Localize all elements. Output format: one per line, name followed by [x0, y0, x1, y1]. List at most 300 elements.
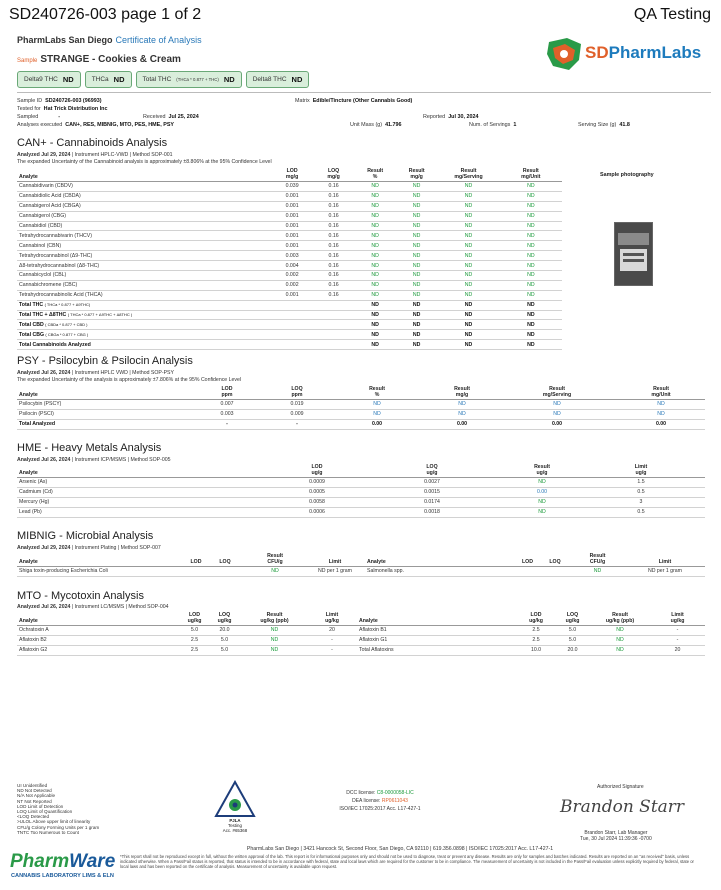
- info-value: Jul 30, 2024: [448, 114, 479, 120]
- info-unit-mass: [350, 122, 402, 128]
- column-header: Result CFU/g: [570, 553, 625, 567]
- table-cell: ND: [507, 497, 577, 507]
- table-cell: 3: [577, 497, 705, 507]
- column-header: Limit ug/g: [577, 464, 705, 478]
- table-row: [17, 626, 705, 636]
- badge-label: Total THC: [142, 76, 172, 83]
- total-row: [17, 320, 562, 330]
- table-cell: ND: [437, 280, 499, 290]
- table-cell: ND: [437, 221, 499, 231]
- table-row: [17, 645, 705, 655]
- table-row: [17, 221, 562, 231]
- column-header: LOD ug/g: [277, 464, 357, 478]
- table-cell: Tetrahydrocannabinolic Acid (THCA): [17, 290, 271, 300]
- column-header: Result mg/Unit: [617, 386, 705, 400]
- badge-label: Delta9 THC: [24, 76, 58, 83]
- table-cell: [271, 320, 313, 330]
- column-header: LOD: [515, 553, 540, 567]
- badge-value: ND: [113, 75, 125, 84]
- table-cell: Cannabicyclol (CBL): [17, 271, 271, 281]
- table-cell: [205, 567, 245, 577]
- table-cell: Cannabidivarin (CBDV): [17, 182, 271, 192]
- table-cell: [271, 310, 313, 320]
- table-cell: ND: [437, 300, 499, 310]
- table-cell: 20: [650, 645, 705, 655]
- info-value: 1: [513, 122, 517, 128]
- table-cell: 0.0018: [357, 507, 507, 517]
- hme-meta: Analyzed Jul 26, 2024 | Instrument ICP/MSMS | Method SOP-005: [17, 457, 171, 463]
- table-cell: ND: [354, 231, 396, 241]
- table-row: [17, 261, 562, 271]
- table-cell: ND: [570, 567, 625, 577]
- table-cell: ND: [437, 310, 499, 320]
- info-label: Analyses executed: [17, 122, 63, 128]
- psy-table: [17, 386, 705, 430]
- table-cell: 0.009: [267, 409, 327, 419]
- meta-method: Method SOP-007: [120, 545, 161, 551]
- table-cell: ND: [242, 635, 307, 645]
- table-cell: ND: [507, 478, 577, 488]
- total-row: [17, 330, 562, 340]
- disclaimer: *This report shall not be reproduced except in full, without the written approval of the lab. This report is for informational purposes only and should not be used to diagnose, treat or prevent any disease. Results are only for samples and batches indicated. Results are reported on an "as received" basis, unless indicated otherwise. When a Pass/Fail status is reported, that status is intended to be in accordance with federal, state and local laws which are required for the customer to be in compliance. The measurement of uncertainty is not included in the Pass/Fail evaluation unless explicitly required by federal, state or local laws and has been reported on the certificate of analysis. Measurement of uncertainty is available upon request.: [120, 854, 694, 869]
- lab-name: [17, 35, 202, 45]
- table-cell: ND: [617, 400, 705, 410]
- iso-accreditation: ISO/IEC 17025:2017 Acc. L17-427-1: [339, 806, 421, 812]
- column-header: Limit ug/kg: [650, 612, 705, 626]
- table-row: [17, 280, 562, 290]
- table-cell: ND: [242, 645, 307, 655]
- table-cell: ND: [500, 201, 562, 211]
- pharmware-logo-b: Ware: [69, 851, 116, 872]
- info-label: Matrix: [295, 98, 310, 104]
- table-cell: ND: [617, 409, 705, 419]
- sample-photo: [614, 222, 653, 286]
- table-cell: 20.0: [207, 626, 242, 636]
- column-header: LOD ppm: [187, 386, 267, 400]
- table-cell: ND: [396, 211, 438, 221]
- abbreviation-legend: [17, 783, 99, 835]
- table-cell: 0.16: [313, 221, 355, 231]
- table-cell: ND: [354, 280, 396, 290]
- info-label: Num. of Servings: [469, 122, 511, 128]
- table-cell: 0.00: [617, 419, 705, 429]
- table-cell: Salmonella spp.: [365, 567, 515, 577]
- table-row: [17, 409, 705, 419]
- table-cell: Tetrahydrocannabivarin (THCV): [17, 231, 271, 241]
- legend-item: CFU/g Colony Forming Units per 1 gram: [17, 824, 100, 830]
- column-header: Result %: [354, 168, 396, 182]
- table-cell: ND: [437, 241, 499, 251]
- table-cell: ND: [354, 251, 396, 261]
- pharmware-logo-a: Pharm: [10, 851, 70, 872]
- table-row: [17, 507, 705, 517]
- table-cell: ND: [500, 290, 562, 300]
- info-matrix: [295, 98, 412, 104]
- info-value: 41.796: [385, 122, 402, 128]
- table-cell: 20: [307, 626, 357, 636]
- pjla-accreditation-number: Acc. #65368: [222, 828, 248, 833]
- column-header: Analyte: [17, 386, 187, 400]
- table-cell: -: [267, 419, 327, 429]
- total-analyte: Total Cannabinoids Analyzed: [17, 340, 271, 350]
- logo-wordmark: [585, 43, 701, 63]
- table-cell: ND: [354, 261, 396, 271]
- meta-analyzed: Analyzed Jul 26, 2024: [17, 370, 71, 376]
- badge-label: THCa: [91, 76, 109, 83]
- meta-instrument: Instrument Plating: [74, 545, 117, 551]
- table-cell: -: [187, 419, 267, 429]
- table-cell: 0.16: [313, 261, 355, 271]
- license-block: [300, 789, 460, 813]
- psy-title: PSY - Psilocybin & Psilocin Analysis: [17, 355, 193, 367]
- table-cell: 0.001: [271, 221, 313, 231]
- badge-label: Delta8 THC: [252, 76, 287, 83]
- table-cell: ND: [437, 182, 499, 192]
- table-cell: 0.003: [187, 409, 267, 419]
- table-cell: ND: [437, 251, 499, 261]
- table-cell: 0.0027: [357, 478, 507, 488]
- table-row: [17, 211, 562, 221]
- info-value: SD240726-003 (96993): [45, 98, 102, 104]
- table-cell: ND: [497, 400, 617, 410]
- table-cell: 0.001: [271, 211, 313, 221]
- meta-instrument: Instrument LC/MSMS: [74, 604, 125, 610]
- table-cell: Total Aflatoxins: [357, 645, 517, 655]
- table-cell: 0.001: [271, 231, 313, 241]
- table-cell: ND: [396, 340, 438, 350]
- info-label: Tested for: [17, 106, 41, 112]
- table-cell: ND: [507, 507, 577, 517]
- total-analyte: Total THC ( THCa * 0.877 + Δ9THC): [17, 300, 271, 310]
- table-cell: ND: [354, 271, 396, 281]
- table-header: [17, 464, 705, 478]
- table-cell: Ochratoxin A: [17, 626, 182, 636]
- table-cell: ND: [354, 191, 396, 201]
- info-value: Edible/Tincture (Other Cannabis Good): [312, 98, 413, 104]
- logo-sd: SD: [585, 43, 609, 62]
- table-cell: 10.0: [517, 645, 555, 655]
- table-cell: 0.007: [187, 400, 267, 410]
- dea-license: [300, 797, 460, 805]
- total-row: [17, 310, 562, 320]
- table-cell: ND: [427, 400, 497, 410]
- signer: [580, 830, 652, 842]
- table-cell: [313, 340, 355, 350]
- table-cell: ND: [590, 626, 650, 636]
- table-row: [17, 201, 562, 211]
- table-cell: Arsenic (As): [17, 478, 277, 488]
- table-cell: -: [650, 635, 705, 645]
- table-cell: ND per 1 gram: [305, 567, 365, 577]
- table-cell: ND: [500, 241, 562, 251]
- table-cell: ND: [500, 182, 562, 192]
- column-header: LOQ: [205, 553, 245, 567]
- report-id: SD240726-003 page 1 of 2: [9, 6, 202, 23]
- table-cell: 0.002: [271, 271, 313, 281]
- info-servings: [469, 122, 516, 128]
- psy-meta: Analyzed Jul 26, 2024 | Instrument HPLC VWD | Method SOP-PSY: [17, 370, 174, 376]
- table-cell: 0.5: [577, 487, 705, 497]
- table-cell: Cannabidiol (CBD): [17, 221, 271, 231]
- total-formula: ( THCa * 0.877 + Δ9THC + Δ8THC ): [67, 312, 133, 318]
- table-cell: [515, 567, 540, 577]
- table-cell: ND: [396, 310, 438, 320]
- info-label: Sample ID: [17, 98, 43, 104]
- info-serving-size: [578, 122, 630, 128]
- table-row: [17, 271, 562, 281]
- table-cell: Tetrahydrocannabinol (Δ9-THC): [17, 251, 271, 261]
- table-cell: ND: [497, 409, 617, 419]
- table-row: [17, 241, 562, 251]
- column-header: Result %: [327, 386, 427, 400]
- table-cell: ND: [437, 320, 499, 330]
- table-cell: Mercury (Hg): [17, 497, 277, 507]
- total-row: [17, 340, 562, 350]
- table-cell: ND: [354, 290, 396, 300]
- table-cell: ND: [354, 241, 396, 251]
- column-header: Analyte: [365, 553, 515, 567]
- hme-table: [17, 464, 705, 518]
- table-cell: 0.001: [271, 201, 313, 211]
- table-cell: 0.16: [313, 231, 355, 241]
- meta-method: Method SOP-004: [128, 604, 169, 610]
- table-cell: ND: [396, 241, 438, 251]
- info-tested-for: [17, 106, 107, 112]
- meta-method: Method SOP-PSY: [132, 370, 174, 376]
- column-header: LOD mg/g: [271, 168, 313, 182]
- table-cell: 0.16: [313, 280, 355, 290]
- total-formula: ( THCa * 0.877 + Δ9THC): [44, 302, 91, 308]
- table-cell: 0.00: [497, 419, 617, 429]
- column-header: Limit ug/kg: [307, 612, 357, 626]
- table-cell: Aflatoxin B2: [17, 635, 182, 645]
- legend-item: N/A Not Applicable: [17, 793, 56, 799]
- sample-title: [17, 54, 181, 65]
- meta-instrument: Instrument HPLC VWD: [74, 370, 128, 376]
- dea-license-label: DEA license:: [352, 798, 381, 804]
- table-cell: 2.5: [517, 626, 555, 636]
- sample-tag: Sample: [17, 58, 38, 64]
- column-header: Limit: [625, 553, 705, 567]
- table-cell: Psilocybin (PSCY): [17, 400, 187, 410]
- table-cell: 0.039: [271, 182, 313, 192]
- total-formula: ( CBGa * 0.877 + CBG ): [45, 331, 89, 337]
- table-cell: 0.16: [313, 182, 355, 192]
- pjla-sub: Testing: [228, 823, 242, 828]
- table-cell: ND: [396, 330, 438, 340]
- column-header: Limit: [305, 553, 365, 567]
- info-received: [143, 114, 199, 120]
- table-cell: [271, 330, 313, 340]
- column-header: LOQ ug/kg: [555, 612, 590, 626]
- can-uncertainty: The expanded Uncertainty of the Cannabinoid analysis is approximately ±8.806% at the 95% Confidence Level: [17, 159, 272, 165]
- legend-item: <LOQ Detected: [17, 814, 50, 820]
- info-reported: [423, 114, 478, 120]
- info-value: 41.8: [619, 122, 630, 128]
- table-cell: 0.16: [313, 251, 355, 261]
- table-row: [17, 567, 705, 577]
- table-cell: ND: [437, 211, 499, 221]
- mto-table: [17, 612, 705, 656]
- info-value: CAN+, RES, MIBNIG, MTO, PES, HME, PSY: [65, 122, 175, 128]
- meta-method: Method SOP-005: [130, 457, 171, 463]
- column-header: Result mg/Serving: [497, 386, 617, 400]
- table-cell: ND: [500, 280, 562, 290]
- badge-formula: (THCa * 0.877 + THC): [176, 77, 219, 82]
- table-cell: 0.004: [271, 261, 313, 271]
- table-cell: 5.0: [555, 635, 590, 645]
- pjla-label: PJLA: [229, 818, 241, 823]
- pharmware-logo: [10, 851, 115, 873]
- total-analyte: Total THC + Δ8THC ( THCa * 0.877 + Δ9THC + Δ8THC ): [17, 310, 271, 320]
- legend-item: TNTC Too Numerous to Count: [17, 829, 79, 835]
- divider: [17, 92, 711, 93]
- table-cell: [313, 320, 355, 330]
- meta-analyzed: Analyzed Jul 29, 2024: [17, 545, 71, 551]
- table-cell: 0.0174: [357, 497, 507, 507]
- table-cell: 0.0015: [357, 487, 507, 497]
- table-cell: 5.0: [207, 645, 242, 655]
- table-header: [17, 612, 705, 626]
- table-cell: [271, 300, 313, 310]
- dcc-license-label: DCC license:: [346, 790, 376, 796]
- table-cell: Cannabigerol (CBG): [17, 211, 271, 221]
- table-cell: 0.001: [271, 191, 313, 201]
- badge-value: ND: [223, 75, 235, 84]
- total-formula: ( CBDa * 0.877 + CBD ): [45, 321, 88, 327]
- table-header: [17, 168, 562, 182]
- can-title: CAN+ - Cannabinoids Analysis: [17, 137, 168, 149]
- table-cell: ND: [500, 271, 562, 281]
- table-cell: ND: [354, 340, 396, 350]
- table-cell: 0.16: [313, 290, 355, 300]
- table-cell: ND: [396, 300, 438, 310]
- info-label: Sampled: [17, 114, 39, 120]
- table-cell: ND: [396, 201, 438, 211]
- column-header: Analyte: [357, 612, 517, 626]
- badge-value: ND: [291, 75, 303, 84]
- table-cell: ND: [437, 271, 499, 281]
- table-cell: Cannabichromene (CBC): [17, 280, 271, 290]
- signature: Brandon Starr: [560, 797, 685, 817]
- table-cell: 0.16: [313, 191, 355, 201]
- table-cell: ND per 1 gram: [625, 567, 705, 577]
- signer-date: Tue, 30 Jul 2024 11:39:36 -0700: [580, 836, 652, 842]
- legend-item: >ULOL Above upper limit of linearity: [17, 819, 91, 825]
- table-cell: 0.16: [313, 271, 355, 281]
- summary-badges: [17, 71, 309, 88]
- table-cell: ND: [396, 231, 438, 241]
- legend-item: NT Not Reported: [17, 798, 52, 804]
- table-row: [17, 478, 705, 488]
- table-cell: ND: [354, 201, 396, 211]
- table-cell: ND: [354, 300, 396, 310]
- table-cell: 0.0006: [277, 507, 357, 517]
- table-cell: [313, 300, 355, 310]
- table-cell: 0.001: [271, 241, 313, 251]
- table-cell: ND: [437, 201, 499, 211]
- column-header: LOQ mg/g: [313, 168, 355, 182]
- dea-license-value: RP0611043: [381, 798, 408, 804]
- mto-title: MTO - Mycotoxin Analysis: [17, 590, 144, 602]
- table-cell: 0.0009: [277, 478, 357, 488]
- column-header: LOD ug/kg: [182, 612, 207, 626]
- table-cell: [313, 310, 355, 320]
- legend-item: LOD Limit of Detection: [17, 803, 64, 809]
- can-table: [17, 168, 562, 350]
- column-header: Result CFU/g: [245, 553, 305, 567]
- sample-photo-label: Sample photography: [600, 172, 654, 178]
- table-cell: -: [307, 635, 357, 645]
- table-cell: Shiga toxin-producing Escherichia Coli: [17, 567, 187, 577]
- meta-analyzed: Analyzed Jul 26, 2024: [17, 457, 71, 463]
- table-cell: ND: [354, 330, 396, 340]
- table-cell: ND: [396, 182, 438, 192]
- badge-delta9-thc: [17, 71, 81, 88]
- column-header: Analyte: [17, 168, 271, 182]
- table-row: [17, 400, 705, 410]
- meta-instrument: Instrument HPLC-VWD: [74, 152, 129, 158]
- info-label: Reported: [423, 114, 446, 120]
- table-cell: ND: [396, 290, 438, 300]
- badge-value: ND: [62, 75, 74, 84]
- table-row: [17, 635, 705, 645]
- badge-delta8-thc: [246, 71, 310, 88]
- table-cell: 0.00: [507, 487, 577, 497]
- table-cell: ND: [396, 221, 438, 231]
- hme-title: HME - Heavy Metals Analysis: [17, 442, 162, 454]
- column-header: LOD: [187, 553, 205, 567]
- logo-pharmlabs: PharmLabs: [608, 43, 702, 62]
- meta-analyzed: Analyzed Jul 29, 2024: [17, 152, 71, 158]
- legend-item: ND Not Detected: [17, 788, 52, 794]
- table-cell: 0.16: [313, 211, 355, 221]
- table-cell: [271, 340, 313, 350]
- table-cell: ND: [500, 330, 562, 340]
- table-cell: 0.0058: [277, 497, 357, 507]
- dcc-license-value: C8-0000058-LIC: [376, 790, 414, 796]
- table-cell: 2.5: [517, 635, 555, 645]
- table-row: [17, 497, 705, 507]
- column-header: LOQ ug/kg: [207, 612, 242, 626]
- table-cell: 0.5: [577, 507, 705, 517]
- table-cell: ND: [396, 320, 438, 330]
- meta-analyzed: Analyzed Jul 26, 2024: [17, 604, 71, 610]
- table-cell: 2.5: [182, 635, 207, 645]
- table-row: [17, 487, 705, 497]
- table-cell: Lead (Pb): [17, 507, 277, 517]
- table-cell: 0.16: [313, 241, 355, 251]
- table-cell: [187, 567, 205, 577]
- column-header: Result mg/g: [427, 386, 497, 400]
- table-cell: Cadmium (Cd): [17, 487, 277, 497]
- mto-meta: Analyzed Jul 26, 2024 | Instrument LC/MSMS | Method SOP-004: [17, 604, 169, 610]
- info-label: Serving Size (g): [578, 122, 617, 128]
- table-cell: -: [650, 626, 705, 636]
- table-cell: ND: [500, 300, 562, 310]
- psy-uncertainty: The expanded Uncertainty of the analysis is approximately ±7.806% at the 95% Confidence Level: [17, 377, 242, 383]
- table-cell: ND: [242, 626, 307, 636]
- table-cell: ND: [327, 400, 427, 410]
- column-header: Result mg/Serving: [437, 168, 499, 182]
- table-row: [17, 251, 562, 261]
- table-cell: ND: [427, 409, 497, 419]
- table-cell: ND: [500, 211, 562, 221]
- table-cell: ND: [437, 231, 499, 241]
- table-cell: 0.0005: [277, 487, 357, 497]
- table-cell: ND: [354, 310, 396, 320]
- table-cell: Aflatoxin G2: [17, 645, 182, 655]
